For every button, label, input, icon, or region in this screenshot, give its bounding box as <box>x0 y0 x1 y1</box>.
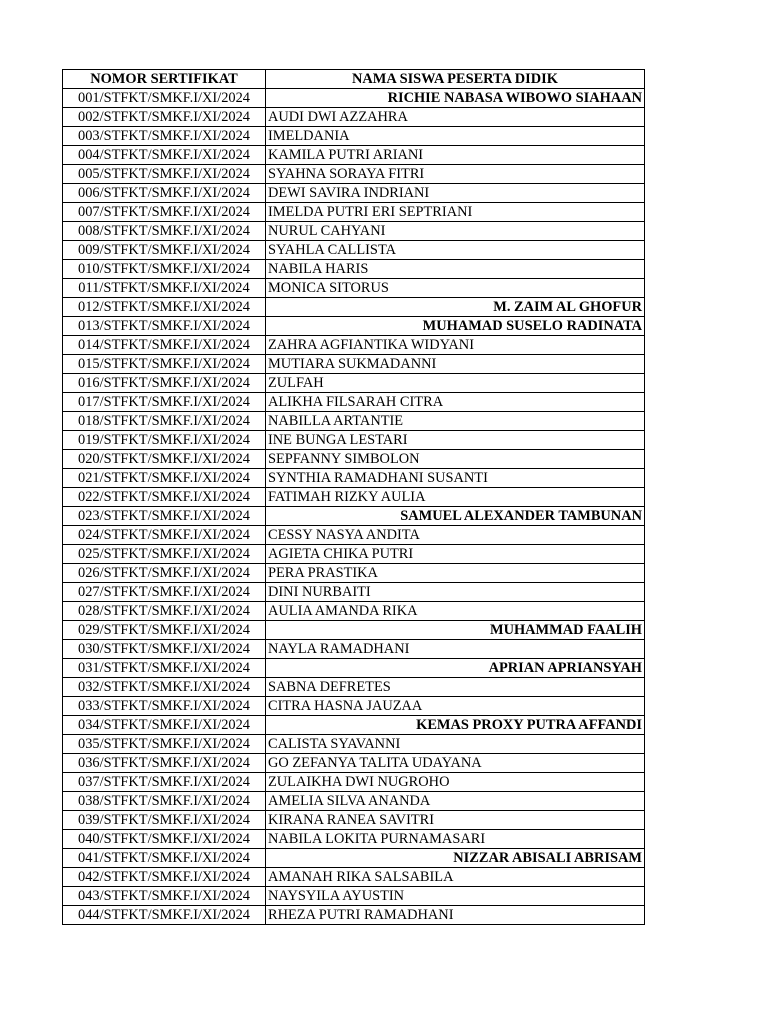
student-name-cell: CITRA HASNA JAUZAA <box>266 697 645 716</box>
student-name-cell: MUHAMAD SUSELO RADINATA <box>266 317 645 336</box>
student-name-cell: NIZZAR ABISALI ABRISAM <box>266 849 645 868</box>
student-name-cell: SAMUEL ALEXANDER TAMBUNAN <box>266 507 645 526</box>
table-row <box>63 773 645 792</box>
student-name-cell: RHEZA PUTRI RAMADHANI <box>266 906 645 925</box>
student-name-cell: IMELDANIA <box>266 127 645 146</box>
table-row <box>63 735 645 754</box>
student-name-cell: DEWI SAVIRA INDRIANI <box>266 184 645 203</box>
certificate-number-cell: 013/STFKT/SMKF.I/XI/2024 <box>63 317 266 336</box>
table-row <box>63 279 645 298</box>
table-header-row <box>63 70 645 89</box>
student-name-cell: FATIMAH RIZKY AULIA <box>266 488 645 507</box>
student-name-cell: GO ZEFANYA TALITA UDAYANA <box>266 754 645 773</box>
certificate-number-cell: 038/STFKT/SMKF.I/XI/2024 <box>63 792 266 811</box>
certificate-number-cell: 035/STFKT/SMKF.I/XI/2024 <box>63 735 266 754</box>
student-name-cell: PERA PRASTIKA <box>266 564 645 583</box>
student-name-cell: ZAHRA AGFIANTIKA WIDYANI <box>266 336 645 355</box>
certificate-number-cell: 018/STFKT/SMKF.I/XI/2024 <box>63 412 266 431</box>
certificate-number-cell: 036/STFKT/SMKF.I/XI/2024 <box>63 754 266 773</box>
certificate-number-cell: 020/STFKT/SMKF.I/XI/2024 <box>63 450 266 469</box>
table-row <box>63 146 645 165</box>
certificate-number-cell: 025/STFKT/SMKF.I/XI/2024 <box>63 545 266 564</box>
student-name-cell: SABNA DEFRETES <box>266 678 645 697</box>
table-row <box>63 849 645 868</box>
certificate-number-cell: 030/STFKT/SMKF.I/XI/2024 <box>63 640 266 659</box>
certificate-number-cell: 032/STFKT/SMKF.I/XI/2024 <box>63 678 266 697</box>
table-row <box>63 602 645 621</box>
certificate-number-cell: 034/STFKT/SMKF.I/XI/2024 <box>63 716 266 735</box>
certificate-number-cell: 040/STFKT/SMKF.I/XI/2024 <box>63 830 266 849</box>
certificate-number-cell: 026/STFKT/SMKF.I/XI/2024 <box>63 564 266 583</box>
certificate-table <box>62 69 645 925</box>
table-row <box>63 431 645 450</box>
table-row <box>63 469 645 488</box>
student-name-cell: M. ZAIM AL GHOFUR <box>266 298 645 317</box>
certificate-number-cell: 006/STFKT/SMKF.I/XI/2024 <box>63 184 266 203</box>
student-name-cell: APRIAN APRIANSYAH <box>266 659 645 678</box>
student-name-cell: KAMILA PUTRI ARIANI <box>266 146 645 165</box>
student-name-cell: AUDI DWI AZZAHRA <box>266 108 645 127</box>
certificate-number-cell: 031/STFKT/SMKF.I/XI/2024 <box>63 659 266 678</box>
student-name-cell: NABILA HARIS <box>266 260 645 279</box>
student-name-cell: SEPFANNY SIMBOLON <box>266 450 645 469</box>
student-name-cell: NABILA LOKITA PURNAMASARI <box>266 830 645 849</box>
table-row <box>63 317 645 336</box>
table-row <box>63 260 645 279</box>
certificate-number-cell: 033/STFKT/SMKF.I/XI/2024 <box>63 697 266 716</box>
student-name-cell: AMANAH RIKA SALSABILA <box>266 868 645 887</box>
certificate-number-cell: 015/STFKT/SMKF.I/XI/2024 <box>63 355 266 374</box>
table-row <box>63 811 645 830</box>
certificate-number-cell: 037/STFKT/SMKF.I/XI/2024 <box>63 773 266 792</box>
certificate-number-cell: 003/STFKT/SMKF.I/XI/2024 <box>63 127 266 146</box>
table-row <box>63 868 645 887</box>
table-row <box>63 298 645 317</box>
student-name-cell: MUTIARA SUKMADANNI <box>266 355 645 374</box>
student-name-cell: NABILLA ARTANTIE <box>266 412 645 431</box>
table-row <box>63 89 645 108</box>
table-row <box>63 165 645 184</box>
student-name-cell: SYNTHIA RAMADHANI SUSANTI <box>266 469 645 488</box>
certificate-number-cell: 008/STFKT/SMKF.I/XI/2024 <box>63 222 266 241</box>
certificate-number-cell: 017/STFKT/SMKF.I/XI/2024 <box>63 393 266 412</box>
student-name-cell: NURUL CAHYANI <box>266 222 645 241</box>
table-row <box>63 450 645 469</box>
certificate-number-cell: 044/STFKT/SMKF.I/XI/2024 <box>63 906 266 925</box>
table-row <box>63 374 645 393</box>
table-row <box>63 355 645 374</box>
table-row <box>63 545 645 564</box>
certificate-number-cell: 021/STFKT/SMKF.I/XI/2024 <box>63 469 266 488</box>
table-row <box>63 393 645 412</box>
table-row <box>63 754 645 773</box>
table-row <box>63 906 645 925</box>
student-name-cell: SYAHNA SORAYA FITRI <box>266 165 645 184</box>
student-name-cell: MUHAMMAD FAALIH <box>266 621 645 640</box>
certificate-number-cell: 043/STFKT/SMKF.I/XI/2024 <box>63 887 266 906</box>
table-row <box>63 621 645 640</box>
table-row <box>63 203 645 222</box>
certificate-number-cell: 002/STFKT/SMKF.I/XI/2024 <box>63 108 266 127</box>
student-name-cell: MONICA SITORUS <box>266 279 645 298</box>
certificate-number-cell: 029/STFKT/SMKF.I/XI/2024 <box>63 621 266 640</box>
certificate-number-cell: 011/STFKT/SMKF.I/XI/2024 <box>63 279 266 298</box>
table-row <box>63 507 645 526</box>
certificate-number-cell: 004/STFKT/SMKF.I/XI/2024 <box>63 146 266 165</box>
certificate-number-cell: 042/STFKT/SMKF.I/XI/2024 <box>63 868 266 887</box>
table-row <box>63 792 645 811</box>
student-name-cell: CALISTA SYAVANNI <box>266 735 645 754</box>
certificate-number-cell: 016/STFKT/SMKF.I/XI/2024 <box>63 374 266 393</box>
certificate-number-cell: 027/STFKT/SMKF.I/XI/2024 <box>63 583 266 602</box>
student-name-cell: NAYLA RAMADHANI <box>266 640 645 659</box>
certificate-number-cell: 041/STFKT/SMKF.I/XI/2024 <box>63 849 266 868</box>
certificate-number-cell: 009/STFKT/SMKF.I/XI/2024 <box>63 241 266 260</box>
student-name-cell: AULIA AMANDA RIKA <box>266 602 645 621</box>
student-name-cell: INE BUNGA LESTARI <box>266 431 645 450</box>
table-row <box>63 678 645 697</box>
certificate-number-cell: 024/STFKT/SMKF.I/XI/2024 <box>63 526 266 545</box>
student-name-cell: AMELIA SILVA ANANDA <box>266 792 645 811</box>
certificate-number-cell: 039/STFKT/SMKF.I/XI/2024 <box>63 811 266 830</box>
table-row <box>63 241 645 260</box>
certificate-number-cell: 001/STFKT/SMKF.I/XI/2024 <box>63 89 266 108</box>
student-name-cell: KEMAS PROXY PUTRA AFFANDI <box>266 716 645 735</box>
table-row <box>63 640 645 659</box>
table-row <box>63 583 645 602</box>
student-name-cell: ZULAIKHA DWI NUGROHO <box>266 773 645 792</box>
table-row <box>63 697 645 716</box>
table-row <box>63 108 645 127</box>
certificate-number-cell: 007/STFKT/SMKF.I/XI/2024 <box>63 203 266 222</box>
certificate-number-cell: 014/STFKT/SMKF.I/XI/2024 <box>63 336 266 355</box>
student-name-cell: RICHIE NABASA WIBOWO SIAHAAN <box>266 89 645 108</box>
table-row <box>63 222 645 241</box>
certificate-number-cell: 005/STFKT/SMKF.I/XI/2024 <box>63 165 266 184</box>
certificate-number-cell: 023/STFKT/SMKF.I/XI/2024 <box>63 507 266 526</box>
student-name-cell: KIRANA RANEA SAVITRI <box>266 811 645 830</box>
student-name-cell: NAYSYILA AYUSTIN <box>266 887 645 906</box>
student-name-cell: CESSY NASYA ANDITA <box>266 526 645 545</box>
certificate-number-cell: 019/STFKT/SMKF.I/XI/2024 <box>63 431 266 450</box>
certificate-number-cell: 022/STFKT/SMKF.I/XI/2024 <box>63 488 266 507</box>
table-body <box>63 89 645 925</box>
header-student-name: NAMA SISWA PESERTA DIDIK <box>266 70 645 89</box>
table-row <box>63 127 645 146</box>
certificate-number-cell: 028/STFKT/SMKF.I/XI/2024 <box>63 602 266 621</box>
certificate-number-cell: 012/STFKT/SMKF.I/XI/2024 <box>63 298 266 317</box>
table-row <box>63 526 645 545</box>
certificate-number-cell: 010/STFKT/SMKF.I/XI/2024 <box>63 260 266 279</box>
student-name-cell: SYAHLA CALLISTA <box>266 241 645 260</box>
table-row <box>63 184 645 203</box>
table-row <box>63 564 645 583</box>
student-name-cell: DINI NURBAITI <box>266 583 645 602</box>
table-row <box>63 336 645 355</box>
header-certificate-number: NOMOR SERTIFIKAT <box>63 70 266 89</box>
table-row <box>63 488 645 507</box>
table-row <box>63 659 645 678</box>
student-name-cell: IMELDA PUTRI ERI SEPTRIANI <box>266 203 645 222</box>
student-name-cell: ZULFAH <box>266 374 645 393</box>
table-row <box>63 830 645 849</box>
student-name-cell: AGIETA CHIKA PUTRI <box>266 545 645 564</box>
table-row <box>63 716 645 735</box>
student-name-cell: ALIKHA FILSARAH CITRA <box>266 393 645 412</box>
table-row <box>63 887 645 906</box>
table-row <box>63 412 645 431</box>
